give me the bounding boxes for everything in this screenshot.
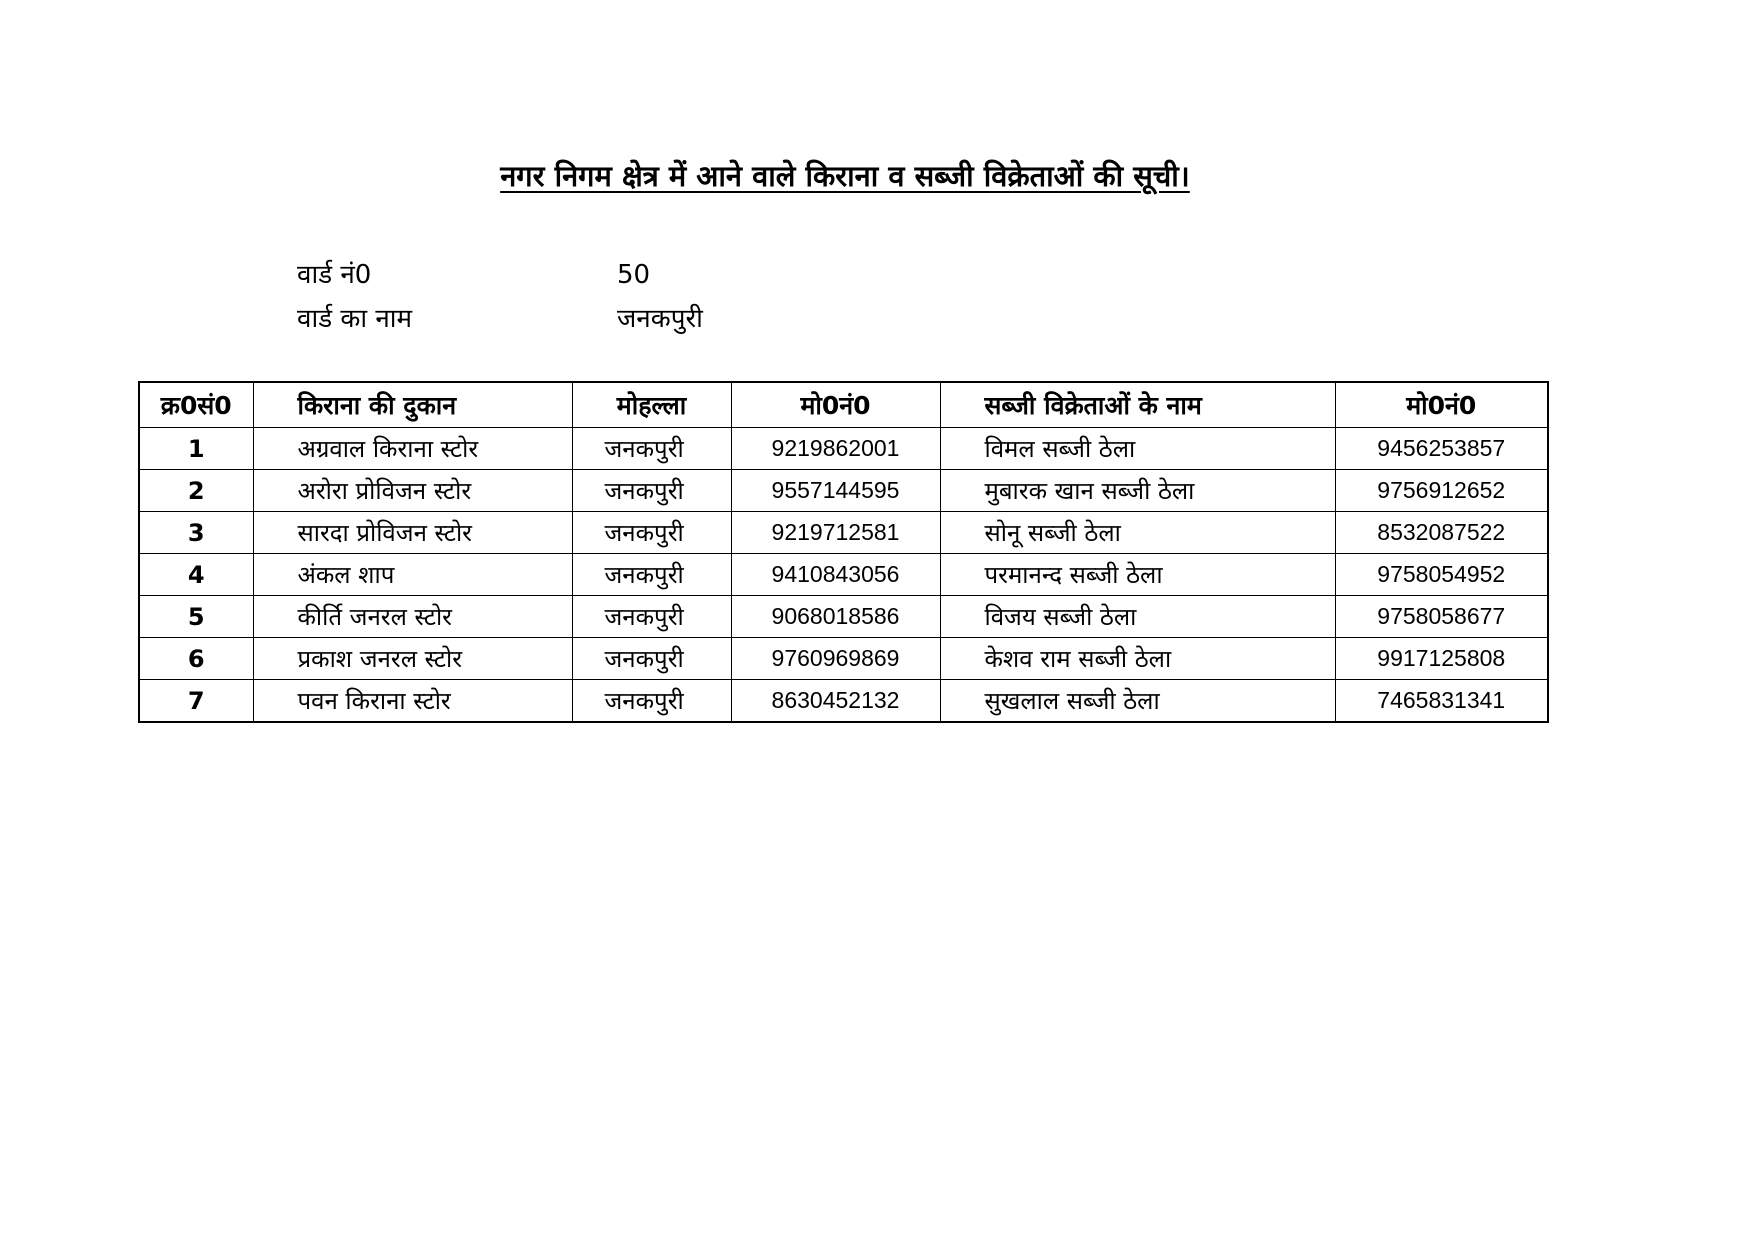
cell-shop-mobile: 9219862001 bbox=[731, 428, 940, 470]
cell-vegetable-vendor: विजय सब्जी ठेला bbox=[940, 596, 1335, 638]
document-title-text: नगर निगम क्षेत्र में आने वाले किराना व सब्जी विक्रेताओं की सूची। bbox=[500, 159, 1190, 193]
cell-shop-mobile: 9068018586 bbox=[731, 596, 940, 638]
cell-grocery-shop: प्रकाश जनरल स्टोर bbox=[253, 638, 572, 680]
table-header-row bbox=[139, 382, 1548, 428]
cell-shop-mobile: 9557144595 bbox=[731, 470, 940, 512]
cell-grocery-shop: अंकल शाप bbox=[253, 554, 572, 596]
cell-vegetable-vendor: परमानन्द सब्जी ठेला bbox=[940, 554, 1335, 596]
cell-serial-number: 3 bbox=[139, 512, 253, 554]
vendor-table bbox=[138, 381, 1549, 723]
ward-name-row bbox=[297, 297, 703, 341]
header-locality: मोहल्ला bbox=[572, 382, 731, 428]
table-row bbox=[139, 596, 1548, 638]
cell-shop-mobile: 9760969869 bbox=[731, 638, 940, 680]
ward-number-row bbox=[297, 253, 703, 297]
cell-serial-number: 4 bbox=[139, 554, 253, 596]
cell-grocery-shop: अरोरा प्रोविजन स्टोर bbox=[253, 470, 572, 512]
ward-number-label: वार्ड नं0 bbox=[297, 260, 372, 290]
cell-serial-number: 5 bbox=[139, 596, 253, 638]
cell-grocery-shop: कीर्ति जनरल स्टोर bbox=[253, 596, 572, 638]
header-vendor-mobile: मो0नं0 bbox=[1335, 382, 1548, 428]
cell-vendor-mobile: 9456253857 bbox=[1335, 428, 1548, 470]
cell-grocery-shop: अग्रवाल किराना स्टोर bbox=[253, 428, 572, 470]
cell-vegetable-vendor: मुबारक खान सब्जी ठेला bbox=[940, 470, 1335, 512]
ward-info bbox=[297, 253, 703, 341]
table-row bbox=[139, 554, 1548, 596]
cell-serial-number: 2 bbox=[139, 470, 253, 512]
cell-locality: जनकपुरी bbox=[572, 680, 731, 723]
cell-vegetable-vendor: सुखलाल सब्जी ठेला bbox=[940, 680, 1335, 723]
cell-vendor-mobile: 8532087522 bbox=[1335, 512, 1548, 554]
cell-vendor-mobile: 9917125808 bbox=[1335, 638, 1548, 680]
cell-serial-number: 7 bbox=[139, 680, 253, 723]
table-row bbox=[139, 470, 1548, 512]
cell-vegetable-vendor: केशव राम सब्जी ठेला bbox=[940, 638, 1335, 680]
cell-vegetable-vendor: सोनू सब्जी ठेला bbox=[940, 512, 1335, 554]
cell-grocery-shop: सारदा प्रोविजन स्टोर bbox=[253, 512, 572, 554]
cell-vendor-mobile: 9758058677 bbox=[1335, 596, 1548, 638]
cell-locality: जनकपुरी bbox=[572, 554, 731, 596]
cell-locality: जनकपुरी bbox=[572, 428, 731, 470]
table-row bbox=[139, 638, 1548, 680]
cell-locality: जनकपुरी bbox=[572, 470, 731, 512]
cell-locality: जनकपुरी bbox=[572, 596, 731, 638]
ward-name-value: जनकपुरी bbox=[617, 304, 703, 334]
cell-shop-mobile: 8630452132 bbox=[731, 680, 940, 723]
ward-number-value: 50 bbox=[617, 260, 651, 290]
cell-serial-number: 6 bbox=[139, 638, 253, 680]
cell-vendor-mobile: 7465831341 bbox=[1335, 680, 1548, 723]
cell-locality: जनकपुरी bbox=[572, 512, 731, 554]
table-row bbox=[139, 512, 1548, 554]
cell-vegetable-vendor: विमल सब्जी ठेला bbox=[940, 428, 1335, 470]
cell-shop-mobile: 9410843056 bbox=[731, 554, 940, 596]
cell-serial-number: 1 bbox=[139, 428, 253, 470]
cell-locality: जनकपुरी bbox=[572, 638, 731, 680]
table-row bbox=[139, 680, 1548, 723]
cell-vendor-mobile: 9756912652 bbox=[1335, 470, 1548, 512]
header-vegetable-vendor: सब्जी विक्रेताओं के नाम bbox=[940, 382, 1335, 428]
header-grocery-shop: किराना की दुकान bbox=[253, 382, 572, 428]
ward-name-label: वार्ड का नाम bbox=[297, 304, 413, 334]
table-row bbox=[139, 428, 1548, 470]
cell-shop-mobile: 9219712581 bbox=[731, 512, 940, 554]
cell-vendor-mobile: 9758054952 bbox=[1335, 554, 1548, 596]
header-shop-mobile: मो0नं0 bbox=[731, 382, 940, 428]
document-title bbox=[0, 158, 1690, 194]
cell-grocery-shop: पवन किराना स्टोर bbox=[253, 680, 572, 723]
header-serial-number: क्र0सं0 bbox=[139, 382, 253, 428]
